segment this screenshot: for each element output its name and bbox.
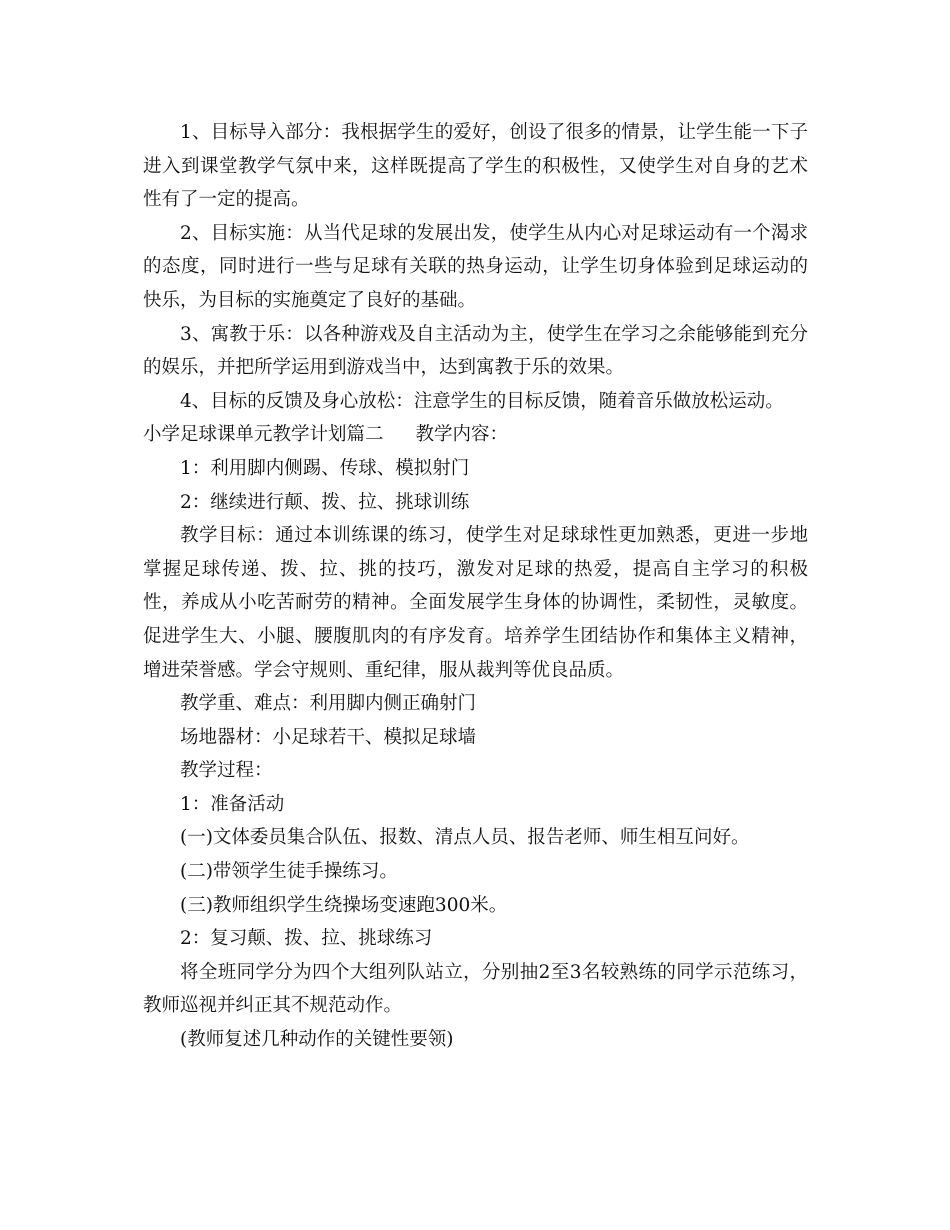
process-step-2: 2：复习颠、拨、拉、挑球练习	[180, 928, 433, 950]
paragraph-key-points: 教学重、难点：利用脚内侧正确射门	[180, 693, 477, 715]
document-body	[143, 116, 808, 1057]
process-substep-2: (二)带领学生徒手操练习。	[180, 861, 398, 883]
process-substep-1: (一)文体委员集合队伍、报数、清点人员、报告老师、师生相互问好。	[180, 827, 750, 849]
paragraph-teaching-objectives: 教学目标：通过本训练课的练习，使学生对足球球性更加熟悉，更进一步地掌握足球传递、拨、拉、挑的技巧，激发对足球的热爱，提高自主学习的积极性，养成从小吃苦耐劳的精神。全面发展学生身体的协调性，柔韧性，灵敏度。促进学生大、小腿、腰腹肌肉的有序发育。培养学生团结协作和集体主义精神，增进荣誉感。学会守规则、重纪律，服从裁判等优良品质。	[143, 525, 808, 681]
section-title: 小学足球课单元教学计划篇二	[143, 424, 384, 446]
process-step-1: 1：准备活动	[180, 793, 285, 815]
paragraph-teacher-note: (教师复述几种动作的关键性要领)	[180, 1029, 454, 1051]
section-heading-line	[143, 418, 808, 452]
process-substep-3: (三)教师组织学生绕操场变速跑300米。	[180, 894, 508, 916]
content-item-1: 1：利用脚内侧踢、传球、模拟射门	[180, 457, 470, 479]
paragraph-goal-implementation: 2、目标实施：从当代足球的发展出发，使学生从内心对足球运动有一个渴求的态度，同时进行一些与足球有关联的热身运动，让学生切身体验到足球运动的快乐，为目标的实施奠定了良好的基础。	[143, 222, 808, 311]
paragraph-group-practice: 将全班同学分为四个大组列队站立，分别抽2至3名较熟练的同学示范练习，教师巡视并纠正其不规范动作。	[143, 961, 808, 1017]
paragraph-goal-intro: 1、目标导入部分：我根据学生的爱好，创设了很多的情景，让学生能一下子进入到课堂教学气氛中来，这样既提高了学生的积极性，又使学生对自身的艺术性有了一定的提高。	[143, 122, 808, 211]
paragraph-feedback-relaxation: 4、目标的反馈及身心放松：注意学生的目标反馈，随着音乐做放松运动。	[180, 390, 784, 412]
content-item-2: 2：继续进行颠、拨、拉、挑球训练	[180, 491, 470, 513]
paragraph-process-heading: 教学过程：	[180, 760, 273, 782]
paragraph-equipment: 场地器材：小足球若干、模拟足球墙	[180, 726, 477, 748]
paragraph-teaching-with-fun: 3、寓教于乐：以各种游戏及自主活动为主，使学生在学习之余能够能到充分的娱乐，并把所学运用到游戏当中，达到寓教于乐的效果。	[143, 323, 808, 379]
section-content-label: 教学内容：	[415, 424, 509, 446]
